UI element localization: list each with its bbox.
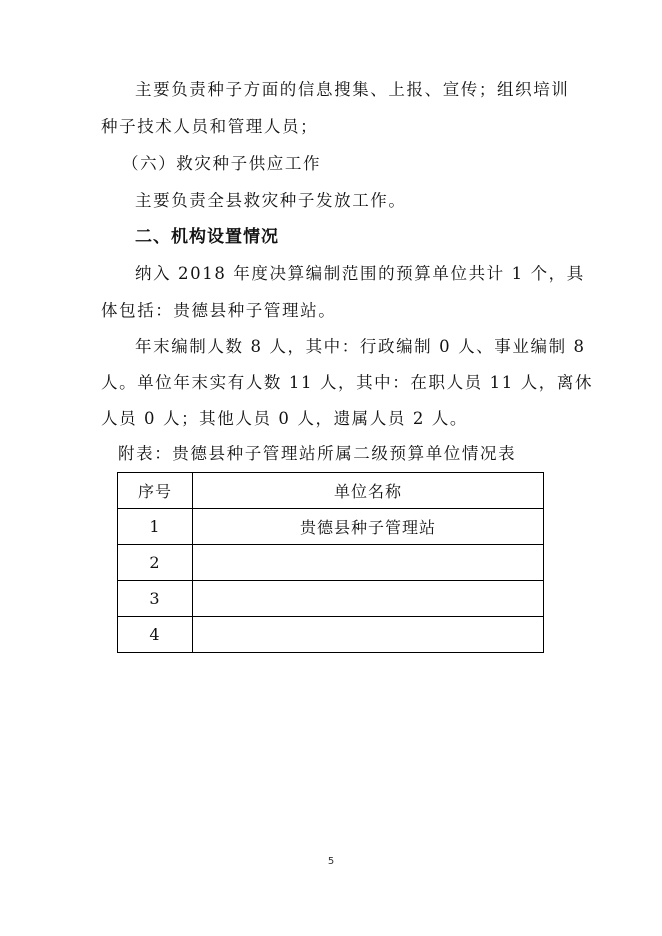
paragraph-staffing-line-3: 人员 0 人；其他人员 0 人，遗属人员 2 人。 [101, 409, 468, 428]
table-cell-unit-name [193, 617, 544, 653]
table-cell-index: 1 [118, 509, 193, 545]
table-cell-unit-name [193, 581, 544, 617]
table-row [118, 545, 544, 581]
table-cell-index: 2 [118, 545, 193, 581]
paragraph-disaster-seed: 主要负责全县救灾种子发放工作。 [135, 191, 407, 210]
column-header-index: 序号 [118, 473, 193, 509]
secondary-budget-units-table [117, 472, 544, 653]
table-cell-index: 4 [118, 617, 193, 653]
paragraph-budget-units-line-2: 体包括：贵德县种子管理站。 [101, 301, 337, 320]
page-number: 5 [327, 856, 335, 867]
section-six-title: （六）救灾种子供应工作 [122, 154, 322, 173]
paragraph-info-duty-line-2: 种子技术人员和管理人员； [101, 117, 319, 136]
table-caption: 附表：贵德县种子管理站所属二级预算单位情况表 [118, 444, 517, 463]
paragraph-info-duty-line-1: 主要负责种子方面的信息搜集、上报、宣传；组织培训 [135, 80, 570, 99]
paragraph-staffing-line-1: 年末编制人数 8 人，其中：行政编制 0 人、事业编制 8 [135, 337, 586, 356]
paragraph-budget-units-line-1: 纳入 2018 年度决算编制范围的预算单位共计 1 个，具 [135, 264, 585, 283]
table-cell-unit-name [193, 545, 544, 581]
paragraph-staffing-line-2: 人。单位年末实有人数 11 人，其中：在职人员 11 人，离休 [101, 373, 594, 392]
table-header-row [118, 473, 544, 509]
column-header-unit-name: 单位名称 [193, 473, 544, 509]
table-cell-unit-name: 贵德县种子管理站 [193, 509, 544, 545]
table-cell-index: 3 [118, 581, 193, 617]
table-row [118, 617, 544, 653]
section-heading-organization: 二、机构设置情况 [135, 227, 279, 247]
table-row [118, 509, 544, 545]
table-row [118, 581, 544, 617]
